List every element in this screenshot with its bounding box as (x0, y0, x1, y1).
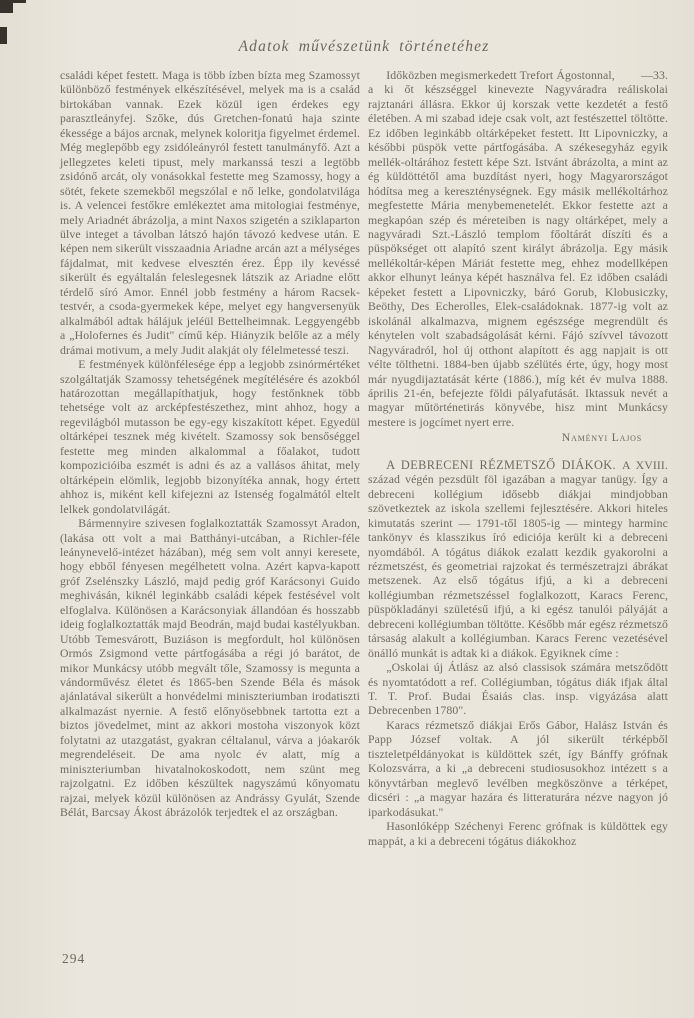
page-number: 294 (62, 951, 86, 966)
paragraph: Karacs rézmetsző diákjai Erős Gábor, Halász István és Papp József voltak. A jól sikerült térképből tiszteletpéldányokat is küldöttek szét, így Bánffy grófnak Kolozsvárra, a ki „a debreceni studiosusokhoz intézett s a könyvtárban meglevő levélben megköszönve a térképet, dicséri : „a magyar hazára és litteraturára nézve nagyon jó iparkodásukat." (368, 717, 668, 819)
scan-artifact-top-edge (0, 0, 26, 3)
paragraph: A DEBRECENI RÉZMETSZŐ DIÁKOK. A XVIII. század végén pezsdült föl igazában a magyar tanügy. Így a debreceni kollégium idősebb diákjai mindjobban szövetkeztek az iskola szellemi fejlesztésére. Akkori hiteles kimutatás szerint — 1791-től 1805-ig — mintegy harminc tankönyv és klasszikus író ediciója került ki a debreceni nyomdából. A tógátus diákok ezalatt kezdik gyakorolni a rézmetszést, és geometriai rajzokat és természetrajzi ábrákat metszenek. Az első tógátus ifjú, a ki a debreceni kollégiumban rézmetszéssel foglalkozott, Karacs Ferenc, püspökladányi születésű ifjú, a ki egész tanulói pályáját a debreceni kollégiumban töltötte. Később már egész rézmetsző társaság alakult a kollégiumban. Karacs Ferenc vezetésével önálló munkát is adtak ki a diákok. Egyiknek címe : (368, 457, 668, 660)
text-body (60, 68, 668, 848)
left-column (60, 68, 360, 848)
paragraph: E festmények különfélesége épp a legjobb zsinórmértéket szolgáltatják Szamossy tehetségének megítélésére és azokból határozottan megállapíthatjuk, hogy festőnknek több tehetsége volt az arcképfestészethez, mint ahhoz, hogy a regevilágból mutasson be egy-egy kiszakított képet. Egyedül oltárképei tesznek még kivételt. Szamossy sok bensőséggel festette meg minden alkalommal a főalakot, tudott kompozicióiba eszmét is adni és az a vallásos áhitat, mely oltárképein elömlik, legjobb bizonyítéka annak, hogy értett ahhoz is, miként kell kifejezni az Istenség fogalmától eltelt lelkek gondolatvilágát. (60, 357, 360, 516)
paragraph: Bármennyire szivesen foglalkoztatták Szamossyt Aradon, (lakása ott volt a mai Batthányi-utcában, a Richler-féle leánynevelő-intézet házában), még sem volt annyi keresete, hogy ebből fényesen megélhetett volna. Azért kapva-kapott gróf Zselénszky László, majd pedig gróf Karácsonyi Guido meghivásán, kiknél leginkább családi képek festésével volt elfoglalva. Különösen a Karácsonyiak állandóan és hosszabb ideig foglalkoztatták majd Beodrán, majd budai kastélyukban. Utóbb Temesvárott, Buziáson is megfordult, hol különösen Ormós Zsigmond vette pártfogásába a régi jó barátot, de mikor Munkácsy utóbb megvált tőle, Szamossy is megunta a vándorművész életet és 1865-ben Szende Béla és mások ajánlatával sikerült a honvédelmi miniszteriumban irodatiszti alkalmazást nyernie. A festő előnyösebbnek tartotta ezt a biztos jövedelmet, mint az akkori mostoha viszonyok közt folytatni az utazgatást, gyakran céltalanul, várva a jóakarók megrendeléseit. De ama nyolc év alatt, míg a miniszteriumban hivatalnokoskodott, nem szünt meg rajzolgatni. Ez időben készültek nagyszámú kőnyomatu rajzai, melyek közül különösen az Andrássy Gyulát, Szende Bélát, Barcsay Ákost ábrázolók terjedtek el az országban. (60, 516, 360, 820)
paragraph: Hasonlóképp Széchenyi Ferenc grófnak is küldöttek egy mappát, a ki a debreceni tógátus diákokhoz (368, 819, 668, 848)
section-heading: A DEBRECENI RÉZMETSZŐ DIÁKOK. (386, 457, 623, 472)
paragraph: családi képet festett. Maga is több ízben bízta meg Szamossyt különböző festmények elkészítésével, melyek ma is a család birtokában vannak. Ezek közül igen érdekes egy parasztleányfej. Szőke, dús Gretchen-fonatú haja szinte ékessége a bájos arcnak, melynek koloritja figyelmet érdemel. Még meglepőbb egy zsidóleányról festett tanulmányfő. Azt a jellegzetes keleti tipust, mely markanssá teszi a legtöbb zsidónő arcát, oly vonásokkal festette meg Szamossy, hogy a sötét, fekete szemekből megszólal e nő lelke, gondolatvilága is. A velencei festőkre emlékeztet ama mitologiai festménye, mely Ariadnét ábrázolja, a mint Naxos szigetén a sziklaparton ülve integet a távolban látszó hajón távozó kedvese után. E képen nem sikerült visszaadnia Ariadne arcán azt a mélységes fájdalmat, mit kedvese elvesztén érez. Épp ily kevéssé sikerült és egyáltalán feleslegesnek látszik az Ariadne előtt térdelő síró Amor. Ennél jobb festmény a három Racsek-testvér, a csoda-gyermekek képe, melyet egy hangversenyük alkalmából adtak hálájuk jeléül Bettelheimnak. Leggyengébb a „Holofernes és Judit" című kép. Hiányzik belőle az a mély drámai motivum, a mely Judit alakját oly félelmetessé teszi. (60, 68, 360, 357)
running-header: Adatok művészetünk történetéhez (238, 38, 490, 55)
author-signature: Naményi Lajos (561, 430, 642, 445)
paragraph: —33. Időközben megismerkedett Trefort Ágostonnal, a ki őt készséggel kinevezte Nagyváradra reáliskolai rajztanári állásra. Ekkor új korszak vette kezdetét a festő életében. A mi szabad ideje csak volt, azt festészettel töltötte. Ez időben leginkább oltárképeket festett. Itt Lipovniczky, a későbbi püspök vette pártfogásába. A székesegyház egyik mellék-oltárához festett képe Szt. Istvánt ábrázolta, a mint az ég küldöttétől ama buzdítást nyeri, hogy Magyarországot hódítsa meg a kereszténységnek. Egy másik mellékoltárhoz megfestette Mária menybemenetelét. Ekkor festette azt a megkapóan szép és méreteiben is nagy oltárképet, mely a nagyváradi Szt.-László templom főoltárát díszíti és a püspökséget ott alapító szent királyt ábrázolja. Egy másik mellékoltár-képen Máriát festette meg, ehhez modellképen akkor elhunyt leánya képét használva fel. Ez időben családi képeket festett a Lipovniczky, báró Gorub, Klobusiczky, Beöthy, Des Echerolles, Elek-családoknak. 1877-ig volt az iskolánál alkalmazva, mignem egészsége megrendült és kénytelen volt szabadságolását kérni. Fájó szívvel távozott Nagyváradról, hol új otthont alapított és agg napjait is ott vélte tölthetni. 1884-ben újabb szélütés érte, úgy, hogy most már nyugdijaztatását kérte (1886.), míg két év mulva 1888. április 21-én, befejezte földi pályafutását. Iktassuk nevét a magyar műtörténetirás könyvébe, hisz mint Munkácsy mestere is jogcímet nyert erre. (368, 68, 668, 429)
scan-artifact-left-edge (0, 27, 7, 44)
attribution-number: —33. (641, 68, 668, 82)
paragraph: „Oskolai új Átlász az alsó classisok számára metsződött és nyomtatódott a ref. Collégiumban, tógátus diák ifjak által T. T. Prof. Budai Ésaiás clas. insp. vigyázása alatt Debrecenben 1780". (368, 660, 668, 718)
right-column (368, 68, 668, 848)
